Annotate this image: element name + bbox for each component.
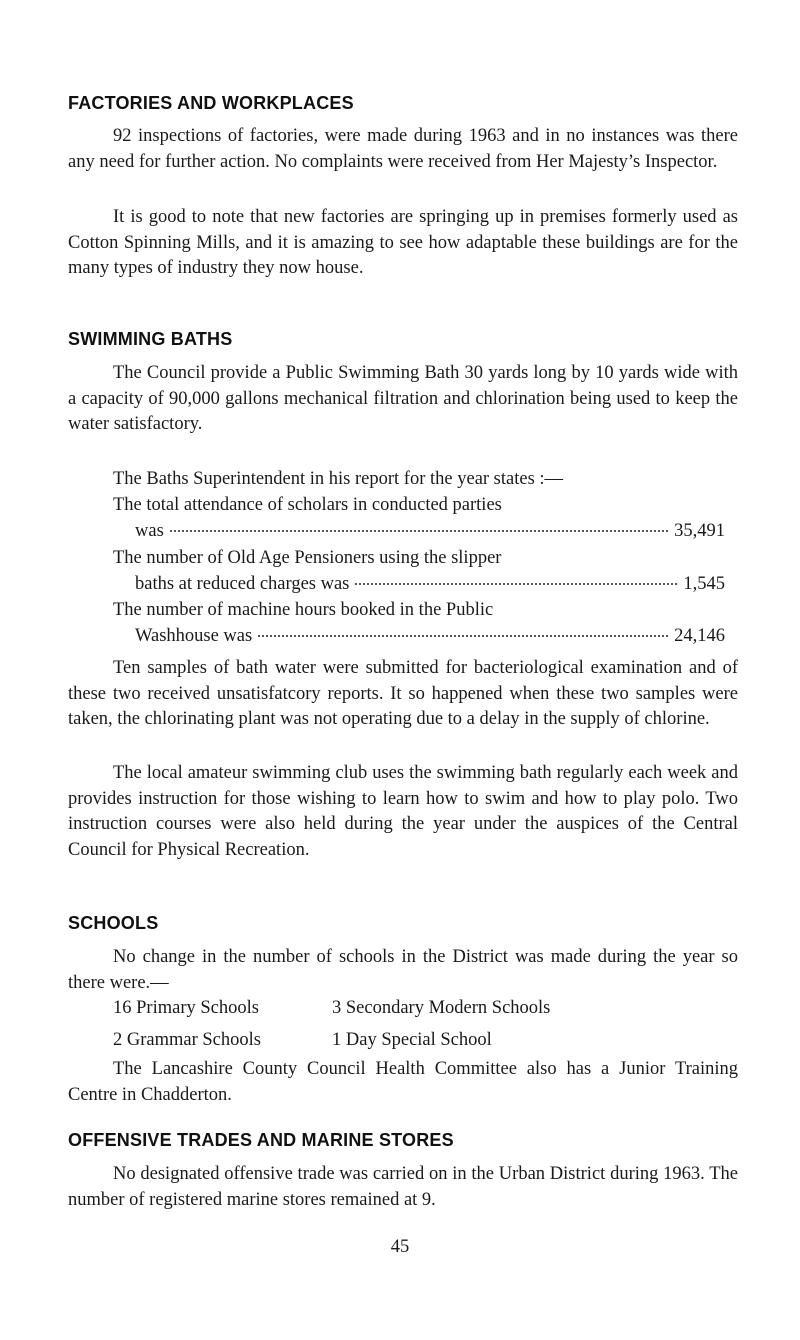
swimming-paragraph-1: The Council provide a Public Swimming Bath 30 yards long by 10 yards wide with a capacity of 90,000 gallons mechanical filtration and chlorination being used to keep the water satisfactory. bbox=[68, 363, 738, 434]
school-item: 3 Secondary Modern Schools bbox=[332, 998, 551, 1018]
dot-leader bbox=[258, 635, 668, 637]
page-number: 45 bbox=[390, 1237, 410, 1257]
swimming-paragraph-club: The local amateur swimming club uses the swimming bath regularly each week and provides instruction for those wishing to learn how to swim and how to play polo. Two instruction courses were also held during the year under the auspices of the Central Council for Physical Recreation. bbox=[68, 763, 738, 860]
stat-value: 1,545 bbox=[683, 573, 725, 594]
stat-label-line1: The number of machine hours booked in the Public bbox=[113, 600, 494, 620]
stat-scholars-attendance bbox=[113, 493, 725, 544]
stat-label-line2: baths at reduced charges was bbox=[135, 573, 350, 594]
schools-intro: No change in the number of schools in the District was made during the year so there were.— bbox=[68, 947, 738, 993]
swimming-paragraph-samples: Ten samples of bath water were submitted for bacteriological examination and of these two received unsatisfatcory reports. It so happened when these two samples were taken, the chlorinating plant was not operating due to a delay in the supply of chlorine. bbox=[68, 658, 738, 729]
stat-label-line1: The total attendance of scholars in conducted parties bbox=[113, 495, 502, 515]
stat-label-line2: was bbox=[135, 520, 164, 541]
schools-list bbox=[113, 996, 673, 1053]
stat-pensioners-slipper-baths bbox=[113, 546, 725, 597]
stat-value: 24,146 bbox=[674, 625, 725, 646]
heading-schools: SCHOOLS bbox=[68, 913, 159, 933]
swimming-paragraph-2: The Baths Superintendent in his report for the year states :— bbox=[113, 469, 564, 489]
dot-leader bbox=[170, 530, 668, 532]
school-item: 16 Primary Schools bbox=[113, 998, 259, 1018]
stat-label-line1: The number of Old Age Pensioners using the slipper bbox=[113, 548, 502, 568]
schools-closing: The Lancashire County Council Health Committee also has a Junior Training Centre in Chadderton. bbox=[68, 1059, 738, 1105]
heading-swimming-baths: SWIMMING BATHS bbox=[68, 329, 233, 349]
stat-label-line2: Washhouse was bbox=[135, 625, 253, 646]
factories-paragraph-1: 92 inspections of factories, were made during 1963 and in no instances was there any need for further action. No complaints were received from Her Majesty’s Inspector. bbox=[68, 126, 738, 172]
dot-leader bbox=[355, 583, 677, 585]
offensive-paragraph: No designated offensive trade was carried on in the Urban District during 1963. The number of registered marine stores remained at 9. bbox=[68, 1164, 738, 1210]
stat-washhouse-hours bbox=[113, 598, 725, 649]
heading-offensive-trades: OFFENSIVE TRADES AND MARINE STORES bbox=[68, 1130, 454, 1150]
factories-paragraph-2: It is good to note that new factories are springing up in premises formerly used as Cotton Spinning Mills, and it is amazing to see how adaptable these buildings are for the many types of industry they now house. bbox=[68, 207, 738, 278]
stat-value: 35,491 bbox=[674, 520, 725, 541]
school-item: 2 Grammar Schools bbox=[113, 1029, 261, 1050]
school-item: 1 Day Special School bbox=[332, 1029, 492, 1050]
heading-factories: FACTORIES AND WORKPLACES bbox=[68, 93, 354, 113]
